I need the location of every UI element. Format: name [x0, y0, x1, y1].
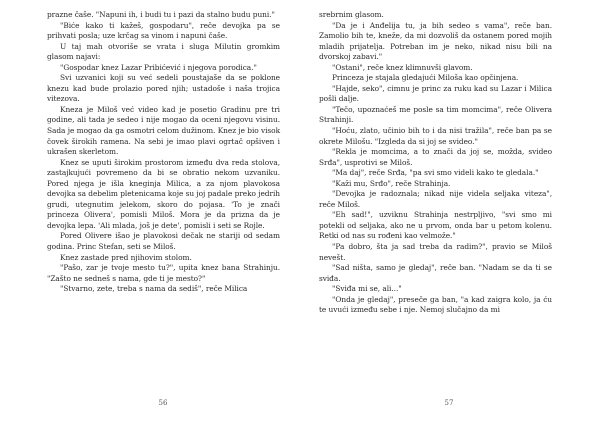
paragraph: "Sviđa mi se, ali..."	[332, 284, 402, 294]
paragraph: "Kaži mu, Srđo", reče Strahinja.	[332, 178, 451, 188]
paragraph: srebrnim glasom.	[319, 10, 384, 19]
right-page	[300, 0, 600, 424]
paragraph: "Pašo, zar je tvoje mesto tu?", upita knez bana Strahinju. "Zašto ne sedneš s nama, gde ti je mesto?"	[47, 263, 280, 283]
paragraph: "Gospodar knez Lazar Pribićević i njegova porodica."	[60, 62, 257, 72]
paragraph: Kneza je Miloš već video kad je posetio Gradinu pre tri godine, ali tada je sedeo i nije mogao da oceni njegovu visinu. Sada je mogao da ga osmotri celom dužinom. Knez je bio visok čovek širokih ramena. Na sebi je imao plavi ogrtač opšiven i ukrašen skerletom.	[47, 104, 280, 157]
paragraph: "Da je i Anđelija tu, ja bih sedeo s vama", reče ban. Zamolio bih te, kneže, da mi dozvoliš da ostanem pored mojih mladih prijatelja. Potreban im je neko, nikad nisu bili na dvorskoj zabavi."	[319, 20, 552, 62]
paragraph: "Hoću, zlato, učinio bih to i da nisi tražila", reče ban pa se okrete Milošu. "Izgleda da si joj se svideo."	[319, 126, 552, 146]
paragraph: "Hajde, seko", cimnu je princ za ruku kad su Lazar i Milica pošli dalje.	[319, 83, 552, 104]
left-page-text	[47, 10, 280, 295]
paragraph: Knez se uputi širokim prostorom između dva reda stolova, zastajkujući povremeno da bi se obratio nekom uzvaniku. Pored njega je išla kneginja Milica, a za njom plavokosa devojka sa debelim pletenicama koje su joj padale preko jedrih grudi, utegnutim jelekom, skoro do pojasa. 'To je znači princeza Olivera', pomisli Miloš. Mora je da prizna da je devojka lepa. 'Ali mlada, još je dete', pomisli i seti se Rojle.	[47, 157, 280, 230]
paragraph: U taj mah otvoriše se vrata i sluga Milutin gromkim glasom najavi:	[47, 41, 280, 62]
paragraph: "Stvarno, zete, treba s nama da sediš", reče Milica	[60, 284, 248, 294]
right-page-text	[319, 10, 552, 316]
paragraph: prazne čaše. "Napuni ih, i budi tu i pazi da stalno budu puni."	[47, 10, 275, 19]
paragraph: Princeza je stajala gledajući Miloša kao opčinjena.	[332, 73, 519, 83]
paragraph: "Ostani", reče knez klimnuvši glavom.	[332, 62, 473, 72]
right-page-number: 57	[444, 399, 454, 407]
paragraph: "Biće kako ti kažeš, gospodaru", reče devojka pa se prihvati posla; uze krčag sa vinom i napuni čaše.	[47, 20, 280, 41]
paragraph: "Eh sad!", uzviknu Strahinja nestrpljivo, "svi smo mi potekli od seljaka, ako ne u prvom, onda bar u petom kolenu. Retki od nas su rođeni kao velmože."	[319, 210, 552, 241]
paragraph: Knez zastade pred njihovim stolom.	[60, 252, 192, 262]
paragraph: "Pa dobro, šta ja sad treba da radim?", pravio se Miloš nevešt.	[319, 242, 552, 262]
left-page-number: 56	[158, 399, 168, 407]
paragraph: Pored Olivere išao je plavokosi dečak ne stariji od sedam godina. Princ Stefan, seti se Miloš.	[47, 231, 280, 252]
paragraph: "Rekla je momcima, a to znači da joj se, možda, svideo Srđa", usprotivi se Miloš.	[319, 147, 552, 167]
paragraph: "Sad ništa, samo je gledaj", reče ban. "Nadam se da ti se sviđa.	[319, 263, 552, 283]
paragraph: "Devojka je radoznala; nikad nije videla seljaka viteza", reče Miloš.	[319, 189, 552, 209]
paragraph: Svi uzvanici koji su već sedeli poustajaše da se poklone knezu kad bude prolazio pored njih; ustadoše i naša trojica vitezova.	[47, 73, 280, 104]
paragraph: "Onda je gledaj", preseče ga ban, "a kad zaigra kolo, ja ću te uvući između sebe i nje. Nemoj slučajno da mi	[319, 294, 552, 315]
paragraph: "Tečo, upoznaćeš me posle sa tim momcima", reče Olivera Strahinji.	[319, 104, 552, 125]
paragraph: "Ma daj", reče Srđa, "pa svi smo videli kako te gledala."	[332, 168, 539, 178]
